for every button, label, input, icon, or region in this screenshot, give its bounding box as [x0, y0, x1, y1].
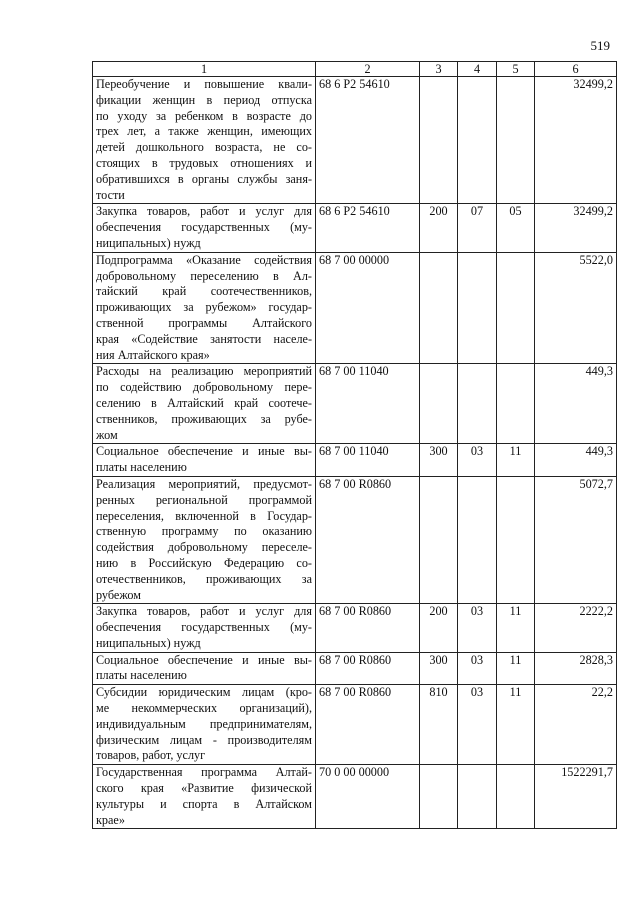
- row-col5-cell: 11: [497, 652, 535, 685]
- row-name-line: индивидуальным предпринимателям,: [96, 716, 312, 731]
- row-name-line: стоящих в трудовых отношениях и: [96, 155, 312, 170]
- row-name-line: ниципальных) нужд: [96, 235, 201, 250]
- table-row: [93, 77, 617, 204]
- row-name-line: рубежом: [96, 587, 142, 602]
- row-name-line: содействия добровольному переселе-: [96, 540, 312, 555]
- row-col5-cell: [497, 252, 535, 364]
- row-name-line: ственную программу по оказанию: [96, 524, 312, 539]
- table-row: [93, 604, 617, 652]
- row-col3-cell: [420, 252, 458, 364]
- page-number: 519: [590, 38, 610, 53]
- row-name-cell: [93, 204, 316, 252]
- row-code-cell: 68 7 00 11040: [316, 364, 420, 444]
- row-code-cell: 68 6 P2 54610: [316, 204, 420, 252]
- table-row: [93, 204, 617, 252]
- row-sum-cell: 5072,7: [535, 476, 617, 603]
- row-name-line: ния Алтайского края»: [96, 347, 210, 362]
- header-col-1: 1: [93, 62, 316, 77]
- row-name-cell: [93, 364, 316, 444]
- row-name-line: жом: [96, 427, 118, 442]
- row-name-line: Социальное обеспечение и иные вы-: [96, 444, 312, 459]
- row-name-line: Государственная программа Алтай-: [96, 765, 312, 780]
- row-col4-cell: 03: [458, 652, 497, 685]
- row-name-line: ме некоммерческих организаций),: [96, 701, 312, 716]
- row-name-cell: [93, 444, 316, 477]
- row-name-line: Закупка товаров, работ и услуг для: [96, 604, 312, 619]
- row-sum-cell: 2828,3: [535, 652, 617, 685]
- row-col4-cell: [458, 252, 497, 364]
- row-col4-cell: [458, 77, 497, 204]
- row-code-cell: 68 6 P2 54610: [316, 77, 420, 204]
- row-name-line: фикации женщин в период отпуска: [96, 92, 312, 107]
- row-sum-cell: 449,3: [535, 364, 617, 444]
- row-name-line: трех лет, а также женщин, имеющих: [96, 124, 312, 139]
- row-name-line: платы населению: [96, 460, 187, 475]
- row-col3-cell: [420, 364, 458, 444]
- row-col3-cell: 300: [420, 652, 458, 685]
- row-code-cell: 68 7 00 R0860: [316, 652, 420, 685]
- header-col-4: 4: [458, 62, 497, 77]
- row-name-line: товаров, работ, услуг: [96, 748, 206, 763]
- row-code-cell: 68 7 00 R0860: [316, 476, 420, 603]
- table-header-row: [93, 62, 617, 77]
- row-name-line: детей дошкольного возраста, не со-: [96, 140, 312, 155]
- row-col3-cell: 200: [420, 604, 458, 652]
- row-name-line: Социальное обеспечение и иные вы-: [96, 652, 312, 667]
- row-col5-cell: 11: [497, 685, 535, 765]
- row-name-line: добровольному переселению в Ал-: [96, 268, 312, 283]
- row-name-line: крае»: [96, 812, 125, 827]
- row-col4-cell: 03: [458, 444, 497, 477]
- table-row: [93, 652, 617, 685]
- row-name-line: культуры и спорта в Алтайском: [96, 796, 312, 811]
- row-col5-cell: [497, 77, 535, 204]
- row-col5-cell: [497, 364, 535, 444]
- row-name-line: тости: [96, 187, 125, 202]
- row-col5-cell: 05: [497, 204, 535, 252]
- row-name-line: Расходы на реализацию мероприятий: [96, 364, 312, 379]
- table-row: [93, 252, 617, 364]
- header-col-2: 2: [316, 62, 420, 77]
- row-sum-cell: 449,3: [535, 444, 617, 477]
- row-name-line: обратившихся в органы службы заня-: [96, 171, 312, 186]
- row-sum-cell: 32499,2: [535, 204, 617, 252]
- row-sum-cell: 5522,0: [535, 252, 617, 364]
- row-name-cell: [93, 252, 316, 364]
- table-row: [93, 765, 617, 829]
- row-name-cell: [93, 685, 316, 765]
- row-name-line: тайский край соотечественников,: [96, 284, 312, 299]
- row-name-line: отечественников, проживающих за: [96, 571, 312, 586]
- row-name-cell: [93, 476, 316, 603]
- row-name-line: обеспечения государственных (му-: [96, 620, 312, 635]
- row-col3-cell: 200: [420, 204, 458, 252]
- row-col3-cell: [420, 77, 458, 204]
- row-name-line: переселения, включенной в Государ-: [96, 508, 312, 523]
- row-col5-cell: [497, 476, 535, 603]
- row-col3-cell: 300: [420, 444, 458, 477]
- table-row: [93, 685, 617, 765]
- row-name-line: ственной программы Алтайского: [96, 315, 312, 330]
- row-col3-cell: [420, 765, 458, 829]
- row-name-line: ского края «Развитие физической: [96, 781, 312, 796]
- row-name-line: по содействию добровольному пере-: [96, 380, 312, 395]
- row-name-cell: [93, 77, 316, 204]
- header-col-3: 3: [420, 62, 458, 77]
- row-col5-cell: 11: [497, 604, 535, 652]
- table-row: [93, 476, 617, 603]
- row-name-line: селению в Алтайский край соотече-: [96, 395, 312, 410]
- table-body: [93, 77, 617, 829]
- header-col-5: 5: [497, 62, 535, 77]
- header-col-6: 6: [535, 62, 617, 77]
- table-row: [93, 364, 617, 444]
- row-col3-cell: [420, 476, 458, 603]
- row-sum-cell: 22,2: [535, 685, 617, 765]
- row-name-line: обеспечения государственных (му-: [96, 220, 312, 235]
- row-code-cell: 68 7 00 11040: [316, 444, 420, 477]
- row-col4-cell: 03: [458, 604, 497, 652]
- row-name-line: нию в Российскую Федерацию со-: [96, 555, 312, 570]
- row-name-line: проживающих за рубежом» государ-: [96, 300, 312, 315]
- row-name-cell: [93, 765, 316, 829]
- row-col4-cell: [458, 476, 497, 603]
- row-name-line: физическим лицам - производителям: [96, 732, 312, 747]
- row-name-line: платы населению: [96, 668, 187, 683]
- row-name-line: Реализация мероприятий, предусмот-: [96, 476, 312, 491]
- row-name-line: по уходу за ребенком в возрасте до: [96, 108, 312, 123]
- row-name-cell: [93, 652, 316, 685]
- row-name-line: ренных региональной программой: [96, 492, 312, 507]
- row-code-cell: 68 7 00 R0860: [316, 604, 420, 652]
- row-sum-cell: 1522291,7: [535, 765, 617, 829]
- row-name-line: Переобучение и повышение квали-: [96, 77, 312, 91]
- row-name-line: Закупка товаров, работ и услуг для: [96, 204, 312, 219]
- budget-table: [92, 61, 617, 829]
- row-name-line: ственников, проживающих за рубе-: [96, 411, 312, 426]
- row-col4-cell: 07: [458, 204, 497, 252]
- row-sum-cell: 32499,2: [535, 77, 617, 204]
- row-col4-cell: 03: [458, 685, 497, 765]
- row-col5-cell: [497, 765, 535, 829]
- row-code-cell: 68 7 00 00000: [316, 252, 420, 364]
- row-sum-cell: 2222,2: [535, 604, 617, 652]
- row-name-line: ниципальных) нужд: [96, 635, 201, 650]
- row-code-cell: 70 0 00 00000: [316, 765, 420, 829]
- row-name-cell: [93, 604, 316, 652]
- row-col5-cell: 11: [497, 444, 535, 477]
- row-col4-cell: [458, 765, 497, 829]
- row-name-line: Субсидии юридическим лицам (кро-: [96, 685, 312, 700]
- row-col4-cell: [458, 364, 497, 444]
- row-col3-cell: 810: [420, 685, 458, 765]
- table-row: [93, 444, 617, 477]
- row-name-line: края «Содействие занятости населе-: [96, 331, 312, 346]
- row-code-cell: 68 7 00 R0860: [316, 685, 420, 765]
- row-name-line: Подпрограмма «Оказание содействия: [96, 252, 312, 267]
